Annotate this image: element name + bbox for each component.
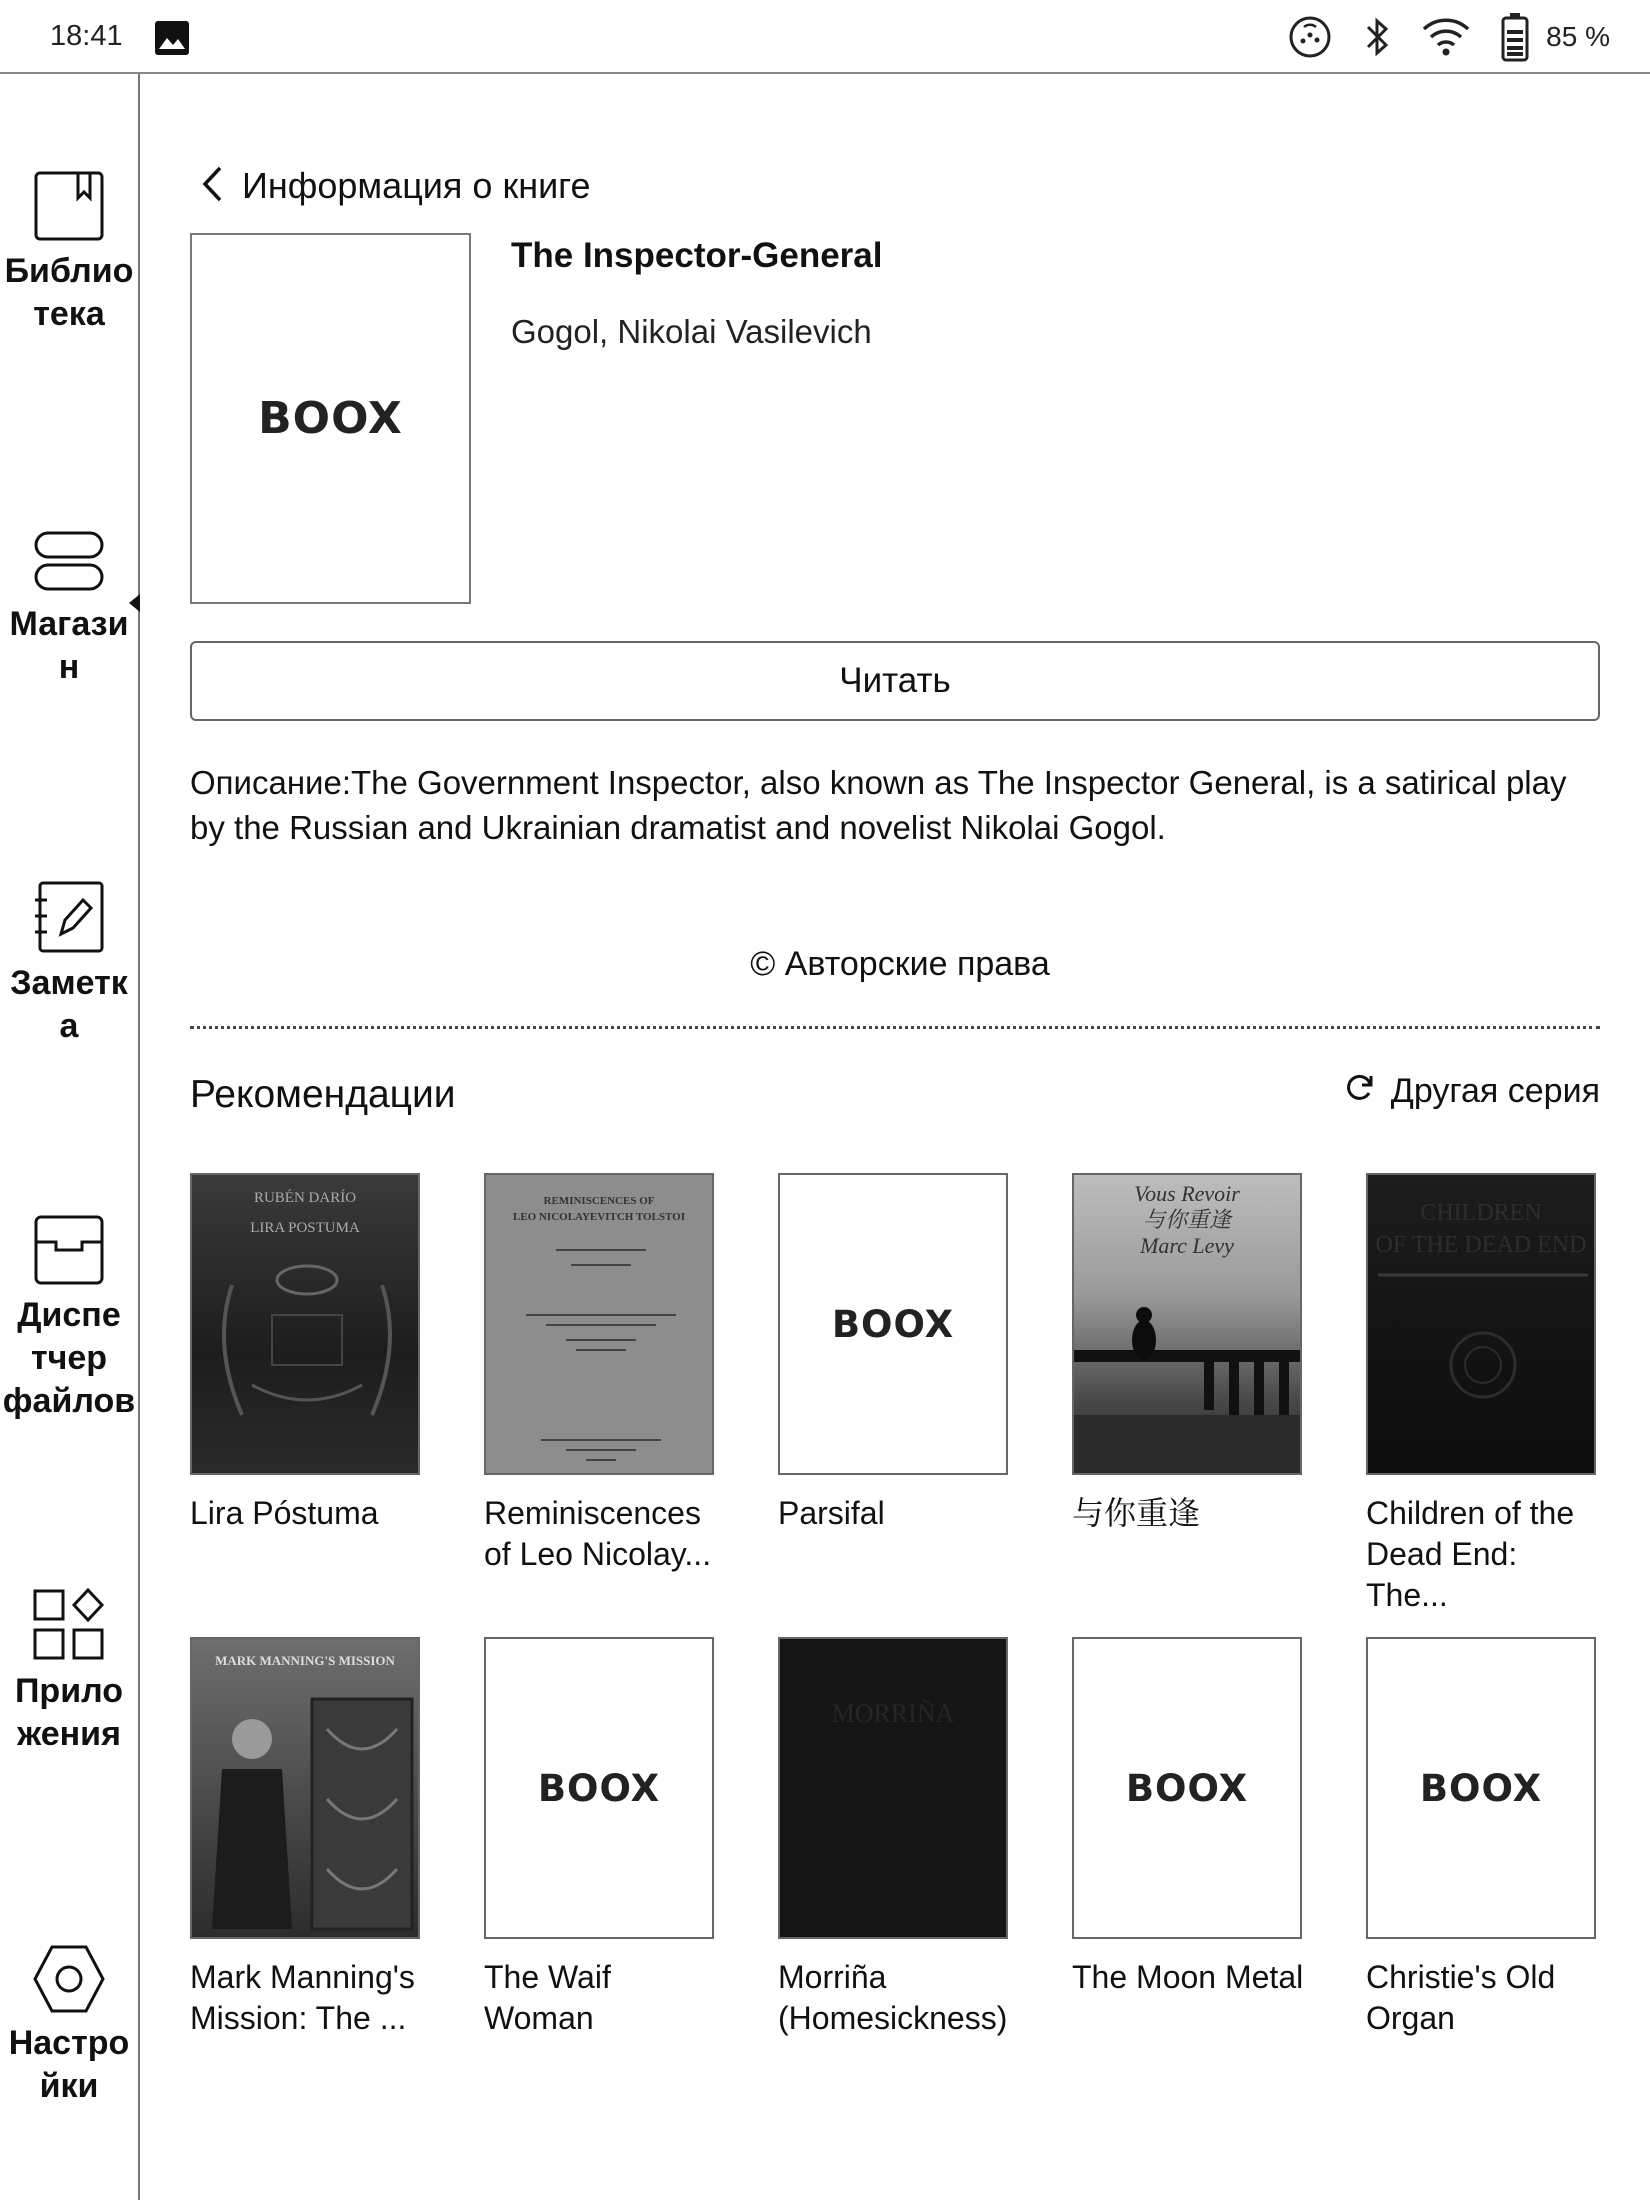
book-item[interactable] xyxy=(484,1173,714,1575)
book-title: Children of the Dead End: The... xyxy=(1366,1495,1575,1613)
sidebar-item-apps[interactable] xyxy=(0,1588,138,1756)
book-cover xyxy=(1366,1637,1596,1939)
bluetooth-icon xyxy=(1362,13,1392,61)
book-cover xyxy=(778,1173,1008,1475)
notes-icon xyxy=(0,880,138,954)
cover-title: CHILDREN OF THE DEAD END xyxy=(1375,1200,1587,1258)
sidebar-item-label: Магази н xyxy=(9,605,129,686)
other-series-label: Другая серия xyxy=(1390,1072,1600,1110)
book-item[interactable] xyxy=(1366,1173,1596,1616)
book-item[interactable] xyxy=(484,1637,714,2039)
book-title: Reminiscences of Leo Nicolay... xyxy=(484,1495,712,1572)
apps-icon xyxy=(0,1588,138,1662)
back-button[interactable] xyxy=(200,158,591,214)
book-cover xyxy=(190,1637,420,1939)
book-author: Gogol, Nikolai Vasilevich xyxy=(511,313,872,350)
settings-icon xyxy=(0,1944,138,2014)
store-icon xyxy=(0,529,138,595)
status-bar xyxy=(0,0,1650,74)
cover-title: REMINISCENCES OF LEO NICOLAYEVITCH TOLSTOI xyxy=(513,1195,685,1223)
book-cover xyxy=(1072,1173,1302,1475)
book-item[interactable] xyxy=(778,1173,1008,1534)
sidebar-item-file-manager[interactable] xyxy=(0,1214,138,1423)
sidebar-item-label: Заметк а xyxy=(10,964,128,1045)
book-title: The Inspector-General xyxy=(511,236,883,275)
book-description: Описание:The Government Inspector, also known as The Inspector General, is a satirical play by the Russian and Ukrainian dramatist and novelist Nikolai Gogol. xyxy=(190,764,1567,846)
boox-logo: BOOX xyxy=(537,1766,661,1810)
sync-icon xyxy=(1286,13,1334,61)
book-item[interactable] xyxy=(190,1173,420,1534)
book-title: Mark Manning's Mission: The ... xyxy=(190,1959,415,2036)
sidebar-item-settings[interactable] xyxy=(0,1944,138,2108)
book-cover xyxy=(190,1173,420,1475)
cover-title: RUBÉN DARÍO LIRA POSTUMA xyxy=(250,1190,360,1236)
boox-logo: BOOX xyxy=(1419,1766,1543,1810)
sidebar-item-label: Диспе тчер файлов xyxy=(2,1296,136,1420)
book-title: Christie's Old Organ xyxy=(1366,1959,1556,2036)
sidebar-item-label: Прило жения xyxy=(14,1672,124,1753)
page-title: Информация о книге xyxy=(242,165,591,206)
sidebar-item-store[interactable] xyxy=(0,529,138,689)
sidebar-item-library[interactable] xyxy=(0,170,138,336)
book-title: 与你重逢 xyxy=(1072,1495,1201,1531)
active-indicator xyxy=(129,594,140,612)
boox-logo: BOOX xyxy=(831,1302,955,1346)
boox-logo: BOOX xyxy=(258,393,403,444)
book-title: Lira Póstuma xyxy=(190,1495,379,1531)
clock: 18:41 xyxy=(50,20,123,52)
book-item[interactable] xyxy=(1072,1173,1302,1534)
book-title: Parsifal xyxy=(778,1495,885,1531)
recommendations-title: Рекомендации xyxy=(190,1073,456,1116)
copyright-label: © Авторские права xyxy=(750,945,1050,983)
book-cover xyxy=(1072,1637,1302,1939)
image-notification-icon xyxy=(154,20,190,56)
cover-title: Vous Revoir 与你重逢 Marc Levy xyxy=(1134,1181,1240,1258)
boox-logo: BOOX xyxy=(1125,1766,1249,1810)
chevron-left-icon xyxy=(200,164,242,209)
divider xyxy=(190,1026,1600,1029)
book-title: The Waif Woman xyxy=(484,1959,611,2036)
library-icon xyxy=(0,170,138,242)
book-cover xyxy=(1366,1173,1596,1475)
other-series-button[interactable] xyxy=(1343,1071,1600,1112)
book-item[interactable] xyxy=(1366,1637,1596,2039)
sidebar-item-label: Библио тека xyxy=(4,252,134,333)
book-cover xyxy=(484,1173,714,1475)
book-cover[interactable] xyxy=(190,233,471,604)
wifi-icon xyxy=(1420,15,1472,59)
sidebar xyxy=(0,74,140,2200)
book-cover xyxy=(484,1637,714,1939)
read-button[interactable]: Читать xyxy=(190,641,1600,721)
battery-percent: 85 % xyxy=(1546,21,1610,52)
book-cover xyxy=(778,1637,1008,1939)
sidebar-item-label: Настро йки xyxy=(8,2024,130,2105)
file-manager-icon xyxy=(0,1214,138,1286)
book-item[interactable] xyxy=(190,1637,420,2039)
cover-title: MARK MANNING'S MISSION xyxy=(215,1653,395,1668)
book-title: The Moon Metal xyxy=(1072,1959,1304,1995)
book-item[interactable] xyxy=(778,1637,1008,2039)
refresh-icon xyxy=(1343,1071,1391,1112)
book-title: Morriña (Homesickness) xyxy=(778,1959,1008,2036)
book-item[interactable] xyxy=(1072,1637,1302,1998)
cover-title: MORRIÑA xyxy=(831,1699,955,1728)
battery-icon xyxy=(1500,12,1530,62)
copyright-link[interactable] xyxy=(0,945,1650,984)
